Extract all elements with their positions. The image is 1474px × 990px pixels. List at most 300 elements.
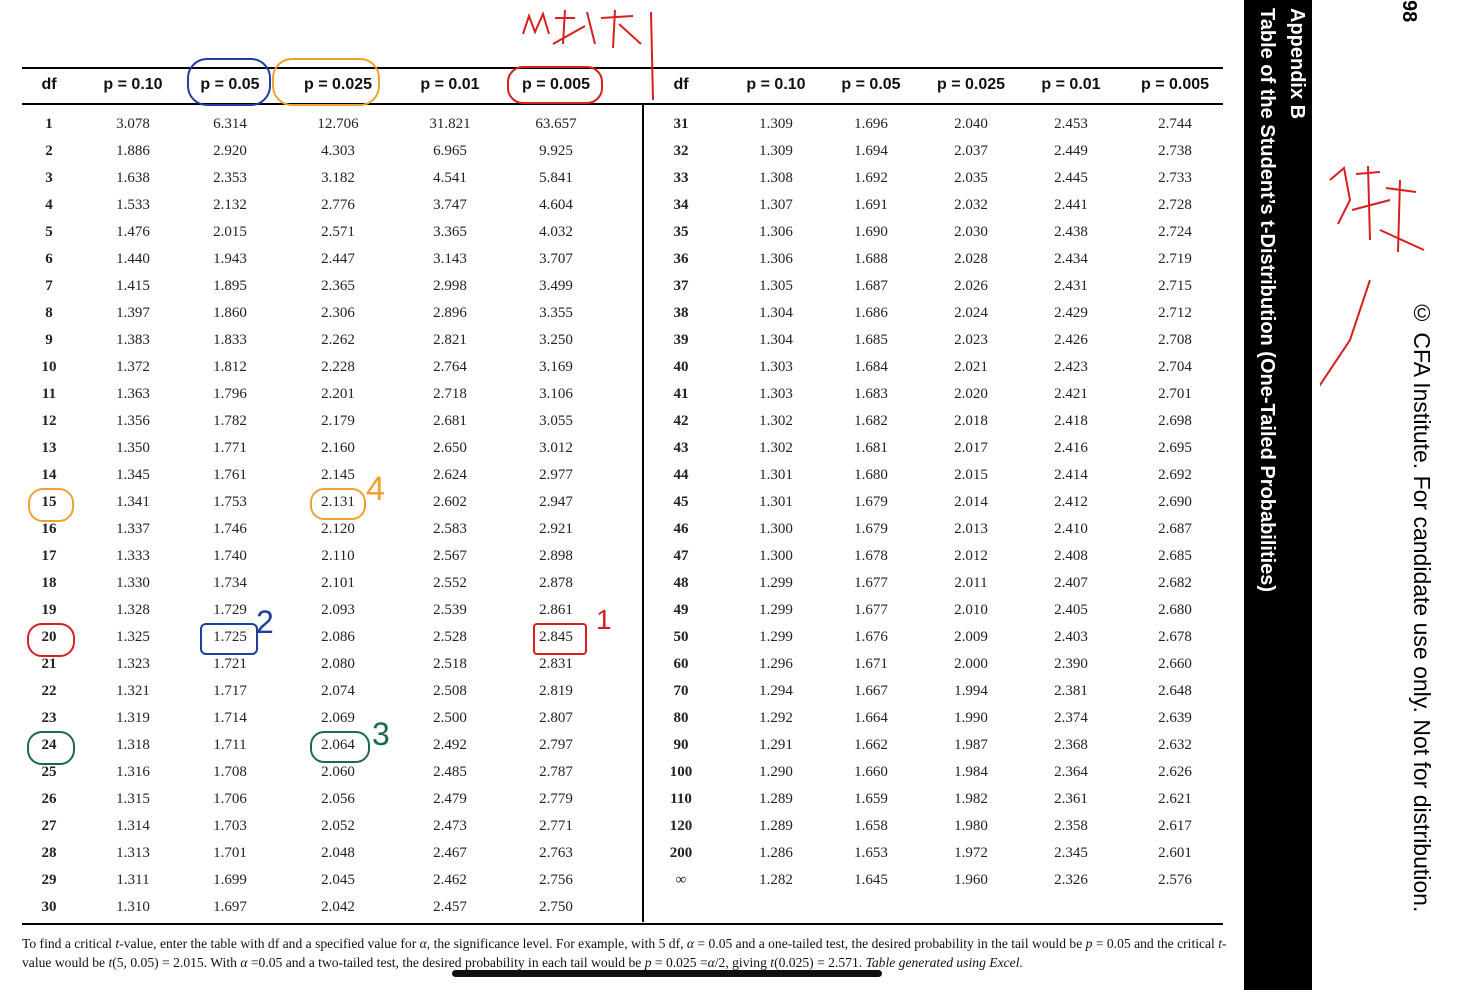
right-df-cell: 50 [673, 629, 689, 645]
right-df-cell: 32 [673, 143, 689, 159]
footnote-symbol: t [1218, 936, 1223, 951]
left-value-cell: 2.467 [433, 845, 467, 861]
footnote-text: /2, giving [714, 955, 771, 970]
left-value-cell: 1.337 [116, 521, 150, 537]
left-header-1: p = 0.10 [103, 76, 163, 93]
left-value-cell: 2.771 [539, 818, 573, 834]
right-value-cell: 2.704 [1158, 359, 1192, 375]
left-value-cell: 2.787 [539, 764, 573, 780]
left-value-cell: 1.533 [116, 197, 150, 213]
right-df-cell: 120 [669, 818, 693, 834]
right-value-cell: 1.690 [854, 224, 888, 240]
left-value-cell: 2.015 [213, 224, 247, 240]
right-value-cell: 2.023 [954, 332, 988, 348]
right-value-cell: 2.414 [1054, 467, 1088, 483]
left-value-cell: 3.182 [321, 170, 355, 186]
right-value-cell: 2.364 [1054, 764, 1088, 780]
left-value-cell: 3.169 [539, 359, 573, 375]
right-value-cell: 1.691 [854, 197, 888, 213]
left-value-cell: 2.861 [539, 602, 573, 618]
right-value-cell: 2.358 [1054, 818, 1088, 834]
left-value-cell: 1.440 [116, 251, 150, 267]
right-df-cell: 100 [669, 764, 693, 780]
left-value-cell: 6.965 [433, 143, 467, 159]
left-value-cell: 2.042 [321, 899, 355, 915]
right-value-cell: 2.032 [954, 197, 988, 213]
right-df-cell: 33 [673, 170, 689, 186]
right-value-cell: 1.987 [954, 737, 988, 753]
left-value-cell: 2.045 [321, 872, 355, 888]
right-header-1: p = 0.10 [746, 76, 806, 93]
right-header-4: p = 0.01 [1041, 76, 1101, 93]
annotation-box-2845 [533, 623, 587, 655]
page-number: 98 [1398, 0, 1420, 23]
left-header-5: p = 0.005 [521, 76, 591, 93]
left-value-cell: 2.750 [539, 899, 573, 915]
right-value-cell: 1.680 [854, 467, 888, 483]
annotation-scribble-red-side-icon [1320, 160, 1430, 440]
right-df-cell: 90 [673, 737, 689, 753]
footnote-symbol: p [644, 955, 652, 970]
left-value-cell: 1.341 [116, 494, 150, 510]
footnote-text: (5, 0.05) = 2.015. With [112, 955, 241, 970]
left-value-cell: 2.831 [539, 656, 573, 672]
right-value-cell: 2.576 [1158, 872, 1192, 888]
left-value-cell: 2.776 [321, 197, 355, 213]
left-value-cell: 1.350 [116, 440, 150, 456]
footnote-symbol: p [1085, 936, 1093, 951]
left-df-cell: 30 [41, 899, 57, 915]
left-value-cell: 2.160 [321, 440, 355, 456]
right-value-cell: 2.013 [954, 521, 988, 537]
left-value-cell: 2.821 [433, 332, 467, 348]
left-df-cell: 5 [45, 224, 53, 240]
left-df-cell: 9 [45, 332, 53, 348]
right-value-cell: 1.306 [759, 251, 793, 267]
left-value-cell: 2.479 [433, 791, 467, 807]
right-value-cell: 2.698 [1158, 413, 1192, 429]
left-value-cell: 1.397 [116, 305, 150, 321]
right-value-cell: 2.009 [954, 629, 988, 645]
annotation-number-1: 1 [596, 604, 612, 635]
left-value-cell: 1.833 [213, 332, 247, 348]
right-value-cell: 1.678 [854, 548, 888, 564]
right-value-cell: 2.701 [1158, 386, 1192, 402]
left-value-cell: 2.797 [539, 737, 573, 753]
left-value-cell: 1.318 [116, 737, 150, 753]
left-df-cell: 6 [45, 251, 53, 267]
annotation-number-2: 2 [256, 604, 274, 640]
left-value-cell: 2.101 [321, 575, 355, 591]
left-value-cell: 1.383 [116, 332, 150, 348]
annotation-number-4: 4 [366, 470, 385, 508]
left-value-cell: 1.886 [116, 143, 150, 159]
appendix-label: Appendix B [1286, 8, 1308, 120]
scrollbar-thumb[interactable] [452, 970, 882, 977]
annotation-box-1725 [200, 623, 258, 655]
right-df-cell: 34 [673, 197, 689, 213]
right-value-cell: 1.677 [854, 575, 888, 591]
left-value-cell: 3.355 [539, 305, 573, 321]
right-value-cell: 2.639 [1158, 710, 1192, 726]
left-value-cell: 2.086 [321, 629, 355, 645]
right-value-cell: 2.014 [954, 494, 988, 510]
right-value-cell: 1.694 [854, 143, 888, 159]
left-value-cell: 1.796 [213, 386, 247, 402]
left-df-cell: 3 [45, 170, 53, 186]
left-value-cell: 2.681 [433, 413, 467, 429]
right-df-cell: 80 [673, 710, 689, 726]
left-value-cell: 2.064 [321, 737, 355, 753]
left-value-cell: 1.708 [213, 764, 247, 780]
right-value-cell: 2.695 [1158, 440, 1192, 456]
left-value-cell: 1.943 [213, 251, 247, 267]
left-header-4: p = 0.01 [420, 76, 480, 93]
right-value-cell: 1.289 [759, 791, 793, 807]
left-value-cell: 2.508 [433, 683, 467, 699]
left-df-cell: 28 [41, 845, 57, 861]
right-value-cell: 2.687 [1158, 521, 1192, 537]
left-df-cell: 25 [41, 764, 57, 780]
right-value-cell: 1.980 [954, 818, 988, 834]
right-value-cell: 2.390 [1054, 656, 1088, 672]
right-value-cell: 1.304 [759, 305, 793, 321]
right-value-cell: 2.412 [1054, 494, 1088, 510]
right-value-cell: 2.733 [1158, 170, 1192, 186]
right-df-cell: 48 [673, 575, 689, 591]
left-value-cell: 2.977 [539, 467, 573, 483]
left-df-cell: 26 [41, 791, 57, 807]
left-value-cell: 2.845 [539, 629, 573, 645]
left-value-cell: 1.638 [116, 170, 150, 186]
left-value-cell: 63.657 [535, 116, 577, 132]
annotation-number-3: 3 [372, 716, 390, 752]
left-value-cell: 5.841 [539, 170, 573, 186]
right-header-5: p = 0.005 [1140, 76, 1210, 93]
right-df-cell: 70 [673, 683, 689, 699]
left-value-cell: 2.756 [539, 872, 573, 888]
right-value-cell: 2.682 [1158, 575, 1192, 591]
right-value-cell: 1.307 [759, 197, 793, 213]
left-value-cell: 1.321 [116, 683, 150, 699]
right-value-cell: 2.017 [954, 440, 988, 456]
right-value-cell: 2.326 [1054, 872, 1088, 888]
left-value-cell: 1.319 [116, 710, 150, 726]
left-value-cell: 2.080 [321, 656, 355, 672]
footnote-text: = 0.05 and the critical [1092, 936, 1219, 951]
footnote-text: To find a critical [22, 936, 116, 951]
left-value-cell: 1.372 [116, 359, 150, 375]
left-value-cell: 31.821 [429, 116, 471, 132]
left-value-cell: 1.706 [213, 791, 247, 807]
right-value-cell: 2.724 [1158, 224, 1192, 240]
left-value-cell: 1.746 [213, 521, 247, 537]
left-value-cell: 3.747 [433, 197, 467, 213]
left-value-cell: 1.330 [116, 575, 150, 591]
appendix-title: Table of the Student’s t-Distribution (One-Tailed Probabilities) [1256, 8, 1278, 593]
left-value-cell: 2.228 [321, 359, 355, 375]
right-value-cell: 1.679 [854, 494, 888, 510]
right-value-cell: 1.671 [854, 656, 888, 672]
right-value-cell: 1.299 [759, 629, 793, 645]
left-header-0: df [41, 76, 57, 93]
sidebar-title-block [1244, 8, 1312, 988]
right-value-cell: 1.984 [954, 764, 988, 780]
right-value-cell: 2.434 [1054, 251, 1088, 267]
right-value-cell: 2.011 [954, 575, 988, 591]
annotation-circle-df24 [27, 731, 75, 765]
right-value-cell: 2.410 [1054, 521, 1088, 537]
right-value-cell: 1.302 [759, 440, 793, 456]
left-value-cell: 3.055 [539, 413, 573, 429]
right-value-cell: 2.728 [1158, 197, 1192, 213]
left-value-cell: 2.571 [321, 224, 355, 240]
left-value-cell: 1.316 [116, 764, 150, 780]
right-value-cell: 2.690 [1158, 494, 1192, 510]
right-value-cell: 2.012 [954, 548, 988, 564]
left-value-cell: 3.707 [539, 251, 573, 267]
annotation-circle-blue-header [187, 58, 271, 106]
right-value-cell: 1.301 [759, 494, 793, 510]
right-value-cell: 2.445 [1054, 170, 1088, 186]
left-value-cell: 2.052 [321, 818, 355, 834]
right-value-cell: 2.421 [1054, 386, 1088, 402]
right-value-cell: 1.305 [759, 278, 793, 294]
right-value-cell: 1.682 [854, 413, 888, 429]
right-value-cell: 2.374 [1054, 710, 1088, 726]
left-df-cell: 19 [41, 602, 57, 618]
left-value-cell: 2.898 [539, 548, 573, 564]
right-value-cell: 2.719 [1158, 251, 1192, 267]
right-value-cell: 2.361 [1054, 791, 1088, 807]
left-value-cell: 6.314 [213, 116, 247, 132]
right-value-cell: 2.712 [1158, 305, 1192, 321]
right-df-cell: 39 [673, 332, 689, 348]
left-df-cell: 2 [45, 143, 53, 159]
left-value-cell: 1.717 [213, 683, 247, 699]
left-value-cell: 4.303 [321, 143, 355, 159]
right-value-cell: 2.453 [1054, 116, 1088, 132]
left-value-cell: 1.729 [213, 602, 247, 618]
left-df-cell: 20 [41, 629, 57, 645]
right-value-cell: 2.021 [954, 359, 988, 375]
right-df-cell: 49 [673, 602, 689, 618]
footnote-text: -value, enter the table with df and a specified value for [119, 936, 420, 951]
left-value-cell: 4.541 [433, 170, 467, 186]
footnote-symbol: t [115, 936, 120, 951]
left-value-cell: 3.365 [433, 224, 467, 240]
right-value-cell: 1.994 [954, 683, 988, 699]
right-df-cell: 40 [673, 359, 689, 375]
left-value-cell: 2.807 [539, 710, 573, 726]
left-value-cell: 2.718 [433, 386, 467, 402]
left-value-cell: 2.567 [433, 548, 467, 564]
left-value-cell: 2.201 [321, 386, 355, 402]
left-value-cell: 1.782 [213, 413, 247, 429]
right-df-cell: 41 [673, 386, 689, 402]
right-value-cell: 2.405 [1054, 602, 1088, 618]
left-df-cell: 1 [45, 116, 53, 132]
left-value-cell: 3.106 [539, 386, 573, 402]
left-df-cell: 24 [41, 737, 57, 753]
left-df-cell: 8 [45, 305, 53, 321]
left-value-cell: 2.552 [433, 575, 467, 591]
right-value-cell: 2.030 [954, 224, 988, 240]
right-df-cell: 200 [669, 845, 693, 861]
right-value-cell: 1.990 [954, 710, 988, 726]
left-value-cell: 1.697 [213, 899, 247, 915]
left-value-cell: 1.313 [116, 845, 150, 861]
left-value-cell: 2.131 [321, 494, 355, 510]
left-value-cell: 1.310 [116, 899, 150, 915]
left-df-cell: 4 [45, 197, 53, 213]
right-value-cell: 2.692 [1158, 467, 1192, 483]
left-value-cell: 12.706 [317, 116, 359, 132]
left-value-cell: 2.500 [433, 710, 467, 726]
right-value-cell: 2.020 [954, 386, 988, 402]
right-value-cell: 1.299 [759, 602, 793, 618]
right-value-cell: 2.035 [954, 170, 988, 186]
left-value-cell: 9.925 [539, 143, 573, 159]
left-value-cell: 2.485 [433, 764, 467, 780]
right-df-cell: 38 [673, 305, 689, 321]
annotation-circle-orange-header [272, 58, 380, 106]
right-value-cell: 1.662 [854, 737, 888, 753]
footnote-text: =0.05 and a two-tailed test, the desired probability in each tail would be [247, 955, 645, 970]
annotation-circle-df15 [28, 488, 74, 522]
right-value-cell: 1.692 [854, 170, 888, 186]
left-value-cell: 1.725 [213, 629, 247, 645]
footnote-symbol: α [707, 955, 715, 970]
right-value-cell: 2.449 [1054, 143, 1088, 159]
right-value-cell: 2.381 [1054, 683, 1088, 699]
right-df-cell: 46 [673, 521, 689, 537]
left-df-cell: 7 [45, 278, 53, 294]
right-value-cell: 1.679 [854, 521, 888, 537]
left-value-cell: 1.860 [213, 305, 247, 321]
left-value-cell: 1.711 [213, 737, 247, 753]
right-value-cell: 2.037 [954, 143, 988, 159]
left-value-cell: 1.311 [116, 872, 150, 888]
left-df-cell: 13 [41, 440, 57, 456]
left-value-cell: 1.699 [213, 872, 247, 888]
right-value-cell: 2.423 [1054, 359, 1088, 375]
left-value-cell: 2.763 [539, 845, 573, 861]
left-value-cell: 2.764 [433, 359, 467, 375]
footnote-symbol: t [770, 955, 775, 970]
left-value-cell: 2.074 [321, 683, 355, 699]
left-value-cell: 2.353 [213, 170, 247, 186]
left-header-3: p = 0.025 [303, 76, 373, 93]
right-value-cell: 1.683 [854, 386, 888, 402]
footnote-text: (0.025) = 2.571. [774, 955, 866, 970]
left-df-cell: 18 [41, 575, 57, 591]
right-value-cell: 2.678 [1158, 629, 1192, 645]
right-value-cell: 1.659 [854, 791, 888, 807]
right-value-cell: 1.309 [759, 143, 793, 159]
right-value-cell: 2.680 [1158, 602, 1192, 618]
left-value-cell: 1.325 [116, 629, 150, 645]
right-value-cell: 2.431 [1054, 278, 1088, 294]
right-value-cell: 1.687 [854, 278, 888, 294]
right-value-cell: 2.441 [1054, 197, 1088, 213]
left-value-cell: 1.356 [116, 413, 150, 429]
left-df-cell: 16 [41, 521, 57, 537]
left-df-cell: 11 [41, 386, 57, 402]
left-value-cell: 2.462 [433, 872, 467, 888]
right-value-cell: 2.024 [954, 305, 988, 321]
right-value-cell: 2.026 [954, 278, 988, 294]
left-value-cell: 2.539 [433, 602, 467, 618]
left-value-cell: 1.771 [213, 440, 247, 456]
left-df-cell: 29 [41, 872, 57, 888]
annotation-scribble-red-top-icon [515, 4, 665, 104]
footnote-text: = 0.025 = [651, 955, 708, 970]
right-value-cell: 2.685 [1158, 548, 1192, 564]
left-value-cell: 2.819 [539, 683, 573, 699]
right-value-cell: 1.696 [854, 116, 888, 132]
left-value-cell: 1.345 [116, 467, 150, 483]
right-df-cell: 60 [673, 656, 689, 672]
right-value-cell: 1.684 [854, 359, 888, 375]
left-value-cell: 2.069 [321, 710, 355, 726]
left-value-cell: 1.333 [116, 548, 150, 564]
left-value-cell: 2.878 [539, 575, 573, 591]
left-value-cell: 2.179 [321, 413, 355, 429]
table-bottom-rule [22, 923, 1223, 925]
left-value-cell: 3.143 [433, 251, 467, 267]
right-value-cell: 2.018 [954, 413, 988, 429]
left-value-cell: 1.753 [213, 494, 247, 510]
right-value-cell: 2.708 [1158, 332, 1192, 348]
right-value-cell: 2.015 [954, 467, 988, 483]
annotation-circle-df20 [27, 623, 75, 657]
right-value-cell: 2.416 [1054, 440, 1088, 456]
right-value-cell: 1.304 [759, 332, 793, 348]
right-value-cell: 1.982 [954, 791, 988, 807]
right-value-cell: 1.681 [854, 440, 888, 456]
right-df-cell: 47 [673, 548, 689, 564]
left-df-cell: 12 [41, 413, 57, 429]
left-value-cell: 2.779 [539, 791, 573, 807]
left-value-cell: 3.499 [539, 278, 573, 294]
right-header-2: p = 0.05 [841, 76, 901, 93]
right-value-cell: 1.286 [759, 845, 793, 861]
left-value-cell: 1.315 [116, 791, 150, 807]
left-value-cell: 2.132 [213, 197, 247, 213]
left-value-cell: 1.714 [213, 710, 247, 726]
left-value-cell: 1.415 [116, 278, 150, 294]
right-value-cell: 2.632 [1158, 737, 1192, 753]
left-value-cell: 1.703 [213, 818, 247, 834]
left-value-cell: 1.721 [213, 656, 247, 672]
left-value-cell: 3.078 [116, 116, 150, 132]
right-value-cell: 1.309 [759, 116, 793, 132]
right-value-cell: 2.429 [1054, 305, 1088, 321]
right-value-cell: 1.306 [759, 224, 793, 240]
right-value-cell: 1.664 [854, 710, 888, 726]
left-df-cell: 23 [41, 710, 57, 726]
left-value-cell: 4.032 [539, 224, 573, 240]
right-value-cell: 2.660 [1158, 656, 1192, 672]
right-value-cell: 2.715 [1158, 278, 1192, 294]
footnote-symbol: α [419, 936, 427, 951]
left-value-cell: 2.518 [433, 656, 467, 672]
left-value-cell: 2.583 [433, 521, 467, 537]
right-value-cell: 2.368 [1054, 737, 1088, 753]
right-df-cell: 35 [673, 224, 689, 240]
right-value-cell: 2.426 [1054, 332, 1088, 348]
